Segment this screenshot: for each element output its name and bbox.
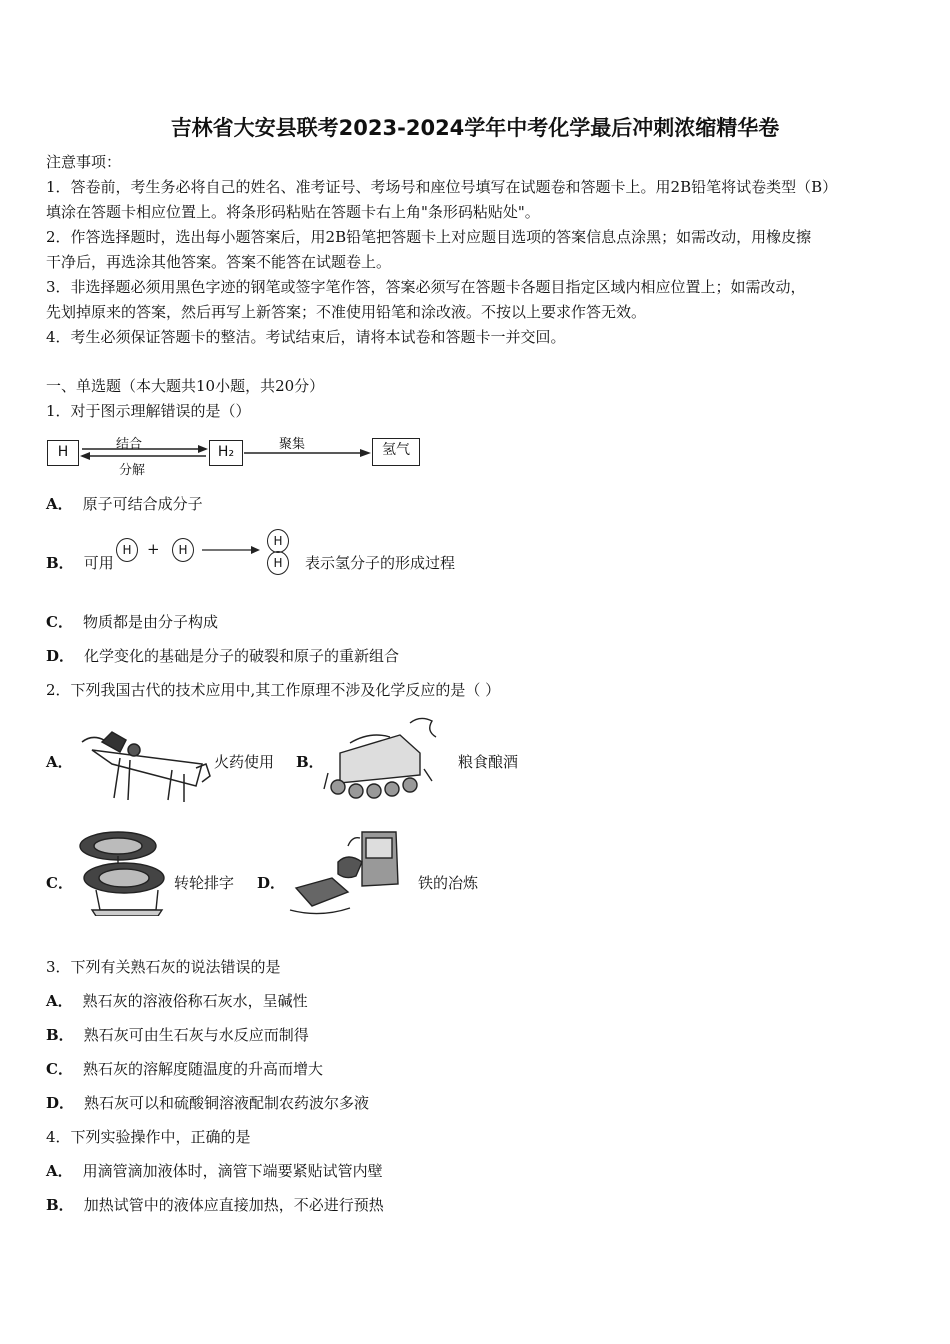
option-text: 熟石灰可由生石灰与水反应而制得 — [83, 1026, 309, 1044]
option-text: 物质都是由分子构成 — [82, 613, 218, 631]
notice-line: 先划掉原来的答案，然后再写上新答案；不准使用铅笔和涂改液。不按以上要求作答无效。 — [46, 303, 647, 321]
q2-option-c-label[interactable]: C． — [46, 874, 73, 892]
q1-option-a[interactable] — [46, 494, 203, 514]
type-wheel-illustration — [72, 826, 168, 916]
q1-option-b[interactable] — [46, 553, 114, 573]
label-combine: 结合 — [116, 437, 143, 452]
q3-option-d[interactable] — [46, 1093, 369, 1113]
iron-smelting-illustration — [288, 826, 408, 918]
q3-option-b[interactable] — [46, 1025, 309, 1045]
option-label: B． — [46, 554, 74, 572]
q1-option-c[interactable] — [46, 612, 218, 632]
option-label: B． — [46, 1196, 74, 1214]
notice-line: 1．答卷前，考生务必将自己的姓名、准考证号、考场号和座位号填写在试题卷和答题卡上。用2B铅笔将试卷类型（B） — [46, 178, 838, 196]
q2-option-b-text: 粮食酿酒 — [458, 753, 519, 771]
section-heading: 一、单选题（本大题共10小题，共20分） — [46, 377, 325, 395]
option-text: 熟石灰可以和硫酸铜溶液配制农药波尔多液 — [84, 1094, 370, 1112]
q2-option-b-label[interactable]: B． — [296, 753, 324, 771]
page-title: 吉林省大安县联考2023-2024学年中考化学最后冲刺浓缩精华卷 — [170, 116, 780, 140]
option-label: D． — [46, 647, 75, 665]
q3-option-c[interactable] — [46, 1059, 323, 1079]
q3-option-a[interactable] — [46, 991, 308, 1011]
option-label: B． — [46, 1026, 74, 1044]
option-text: 化学变化的基础是分子的破裂和原子的重新组合 — [84, 647, 400, 665]
q2-option-d-label[interactable]: D． — [257, 874, 286, 892]
option-text: 原子可结合成分子 — [82, 495, 203, 513]
reaction-arrow — [200, 540, 266, 560]
q4-option-a[interactable] — [46, 1161, 383, 1181]
q2-option-a-label[interactable]: A． — [46, 753, 73, 771]
option-text: 熟石灰的溶解度随温度的升高而增大 — [82, 1060, 323, 1078]
option-label: A． — [46, 992, 73, 1010]
option-text: 加热试管中的液体应直接加热，不必进行预热 — [83, 1196, 384, 1214]
notice-line: 填涂在答题卡相应位置上。将条形码粘贴在答题卡右上角"条形码粘贴处"。 — [46, 203, 540, 221]
brewing-illustration — [320, 713, 440, 805]
q2-option-c-text: 转轮排字 — [174, 874, 235, 892]
plus-sign: + — [147, 540, 160, 558]
hydrogen-atom-icon: H — [116, 538, 138, 562]
notice-line: 4．考生必须保证答题卡的整洁。考试结束后，请将本试卷和答题卡一并交回。 — [46, 328, 566, 346]
notice-line: 干净后，再选涂其他答案。答案不能答在试题卷上。 — [46, 253, 392, 271]
hydrogen-atom-icon: H — [172, 538, 194, 562]
diagram-box-hydrogen-gas: 氢气 — [372, 438, 420, 466]
question-3-stem: 3．下列有关熟石灰的说法错误的是 — [46, 958, 281, 976]
question-1-stem: 1．对于图示理解错误的是（） — [46, 402, 251, 420]
gunpowder-illustration — [72, 720, 212, 808]
option-label: D． — [46, 1094, 75, 1112]
q2-option-d-text: 铁的冶炼 — [418, 874, 479, 892]
q4-option-b[interactable] — [46, 1195, 384, 1215]
label-decompose: 分解 — [119, 463, 146, 478]
option-text: 可用 — [83, 554, 114, 572]
option-label: C． — [46, 613, 73, 631]
q2-option-a-text: 火药使用 — [214, 753, 275, 771]
option-text: 表示氢分子的形成过程 — [305, 554, 456, 572]
label-gather: 聚集 — [279, 437, 306, 452]
diagram-box-h: H — [47, 440, 79, 466]
notice-heading: 注意事项： — [46, 153, 122, 171]
question-4-stem: 4．下列实验操作中，正确的是 — [46, 1128, 251, 1146]
notice-line: 2．作答选择题时，选出每小题答案后，用2B铅笔把答题卡上对应题目选项的答案信息点涂黑；如需改动，用橡皮擦 — [46, 228, 812, 246]
q1-option-d[interactable] — [46, 646, 399, 666]
option-text: 用滴管滴加液体时，滴管下端要紧贴试管内壁 — [82, 1162, 383, 1180]
option-label: C． — [46, 1060, 73, 1078]
option-label: A． — [46, 495, 73, 513]
option-label: A． — [46, 1162, 73, 1180]
notice-line: 3．非选择题必须用黑色字迹的钢笔或签字笔作答，答案必须写在答题卡各题目指定区域内相应位置上；如需改动， — [46, 278, 806, 296]
diagram-box-h2: H₂ — [209, 440, 243, 466]
question-2-stem: 2．下列我国古代的技术应用中,其工作原理不涉及化学反应的是（ ） — [46, 681, 501, 699]
hydrogen-atom-icon: H — [267, 529, 289, 553]
hydrogen-atom-icon: H — [267, 551, 289, 575]
option-text: 熟石灰的溶液俗称石灰水，呈碱性 — [82, 992, 308, 1010]
